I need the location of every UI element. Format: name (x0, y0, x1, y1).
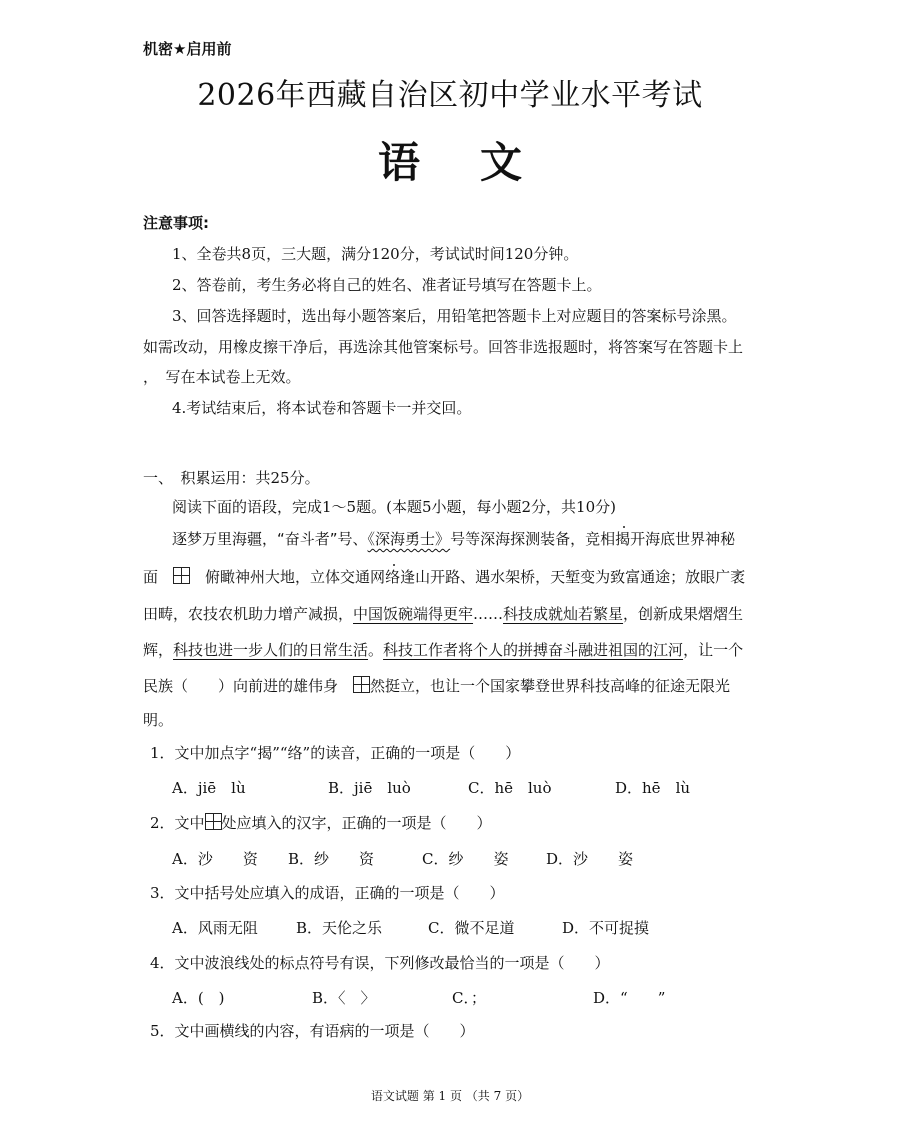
notice-item-1: 1、全卷共8页，三大题，满分120分，考试试时间120分钟。 (172, 245, 579, 263)
section-1-heading: 一、 积累运用：共25分。 (143, 469, 320, 487)
underlined-text: 科技成就灿若繁星 (503, 605, 624, 623)
question-text: 处应填入的汉字，正确的一项是（ ） (221, 814, 492, 832)
passage-line-6: 明。 (143, 711, 174, 729)
q2-option-d: D．沙 姿 (546, 850, 634, 868)
passage-text: 逐梦万里海疆，“奋斗者”号、 (172, 530, 368, 548)
blank-box-icon (173, 567, 190, 584)
question-4: 4．文中波浪线处的标点符号有误，下列修改最恰当的一项是（ ） (150, 954, 610, 972)
q2-option-a: A．沙 资 (172, 850, 258, 868)
wavy-underlined-text: 《深海勇士》 (367, 530, 451, 548)
q3-option-d: D．不可捉摸 (562, 919, 650, 937)
underlined-text: 科技也进一步人们的日常生活 (173, 641, 369, 659)
q3-option-c: C．微不足道 (428, 919, 515, 937)
underlined-text: 中国饭碗端得更牢 (353, 605, 474, 623)
passage-text: 开海底世界神秘 (630, 530, 736, 548)
passage-text: 辉， (143, 641, 174, 659)
passage-line-2 (143, 566, 745, 587)
q3-option-a: A．风雨无阻 (172, 919, 258, 937)
question-1: 1．文中加点字“揭”“络”的读音，正确的一项是（ ） (150, 744, 521, 762)
q4-option-c: C．； (452, 989, 486, 1007)
blank-box-icon (353, 676, 370, 693)
blank-box-icon (205, 813, 222, 830)
q4-option-d: D．“ ” (593, 989, 666, 1007)
passage-line-4 (143, 639, 743, 660)
q4-option-b: B．〈 〉 (312, 989, 376, 1007)
exam-title: 2026年西藏自治区初中学业水平考试 (197, 78, 703, 113)
passage-line-3 (143, 603, 743, 624)
notice-item-3-line-2: 如需改动，用橡皮擦干净后，再选涂其他管案标号。回答非选报题时，将答案写在答题卡上 (143, 338, 744, 356)
q4-option-a: A．( ) (172, 989, 225, 1007)
notice-heading: 注意事项: (143, 214, 209, 232)
q1-option-b: B．jiē luò (328, 779, 411, 797)
dotted-character: 络 (385, 568, 401, 586)
q1-option-a: A．jiē lù (172, 779, 246, 797)
passage-text: ，创新成果熠熠生 (623, 605, 744, 623)
dotted-character: 揭 (615, 530, 631, 548)
question-text: 2．文中 (150, 814, 205, 832)
question-3: 3．文中括号处应填入的成语，正确的一项是（ ） (150, 884, 505, 902)
page-footer: 语文试题 第 1 页 （共 7 页） (370, 1089, 530, 1103)
section-1-intro: 阅读下面的语段，完成1～5题。(本题5小题，每小题2分，共10分) (172, 498, 616, 516)
passage-text: 民族（ ）向前进的雄伟身 (143, 677, 339, 695)
passage-text: …… (473, 605, 504, 623)
passage-line-5 (143, 675, 730, 696)
passage-text: 田畴，农技农机助力增产减损， (143, 605, 354, 623)
q2-option-c: C．纱 姿 (422, 850, 509, 868)
notice-item-4: 4.考试结束后，将本试卷和答题卡一并交回。 (172, 399, 472, 417)
question-2 (150, 812, 492, 833)
passage-text: ，让一个 (683, 641, 744, 659)
subject-title: 语文 (377, 138, 582, 187)
q2-option-b: B．纱 资 (288, 850, 375, 868)
passage-line-1 (172, 528, 735, 549)
passage-text: 俯瞰神州大地，立体交通网 (205, 568, 386, 586)
notice-item-3-line-1: 3、回答选择题时，选出每小题答案后，用铅笔把答题卡上对应题目的答案标号涂黑。 (172, 307, 737, 325)
passage-text: 然挺立，也让一个国家攀登世界科技高峰的征途无限光 (370, 677, 731, 695)
notice-item-2: 2、答卷前，考生务必将自己的姓名、准者证号填写在答题卡上。 (172, 276, 602, 294)
confidential-label: 机密★启用前 (143, 40, 232, 58)
passage-text: 。 (368, 641, 384, 659)
question-5: 5．文中画横线的内容，有语病的一项是（ ） (150, 1022, 475, 1040)
passage-text: 逢山开路、遇水架桥，天堑变为致富通途；放眼广袤 (400, 568, 746, 586)
passage-text: 号等深海探测装备，竞相 (450, 530, 616, 548)
underlined-text: 科技工作者将个人的拼搏奋斗融进祖国的江河 (383, 641, 684, 659)
q1-option-c: C．hē luò (468, 779, 552, 797)
passage-text: 面 (143, 568, 159, 586)
q1-option-d: D．hē lù (615, 779, 691, 797)
q3-option-b: B．天伦之乐 (296, 919, 383, 937)
notice-item-3-line-3: ， 写在本试卷上无效。 (143, 368, 301, 386)
